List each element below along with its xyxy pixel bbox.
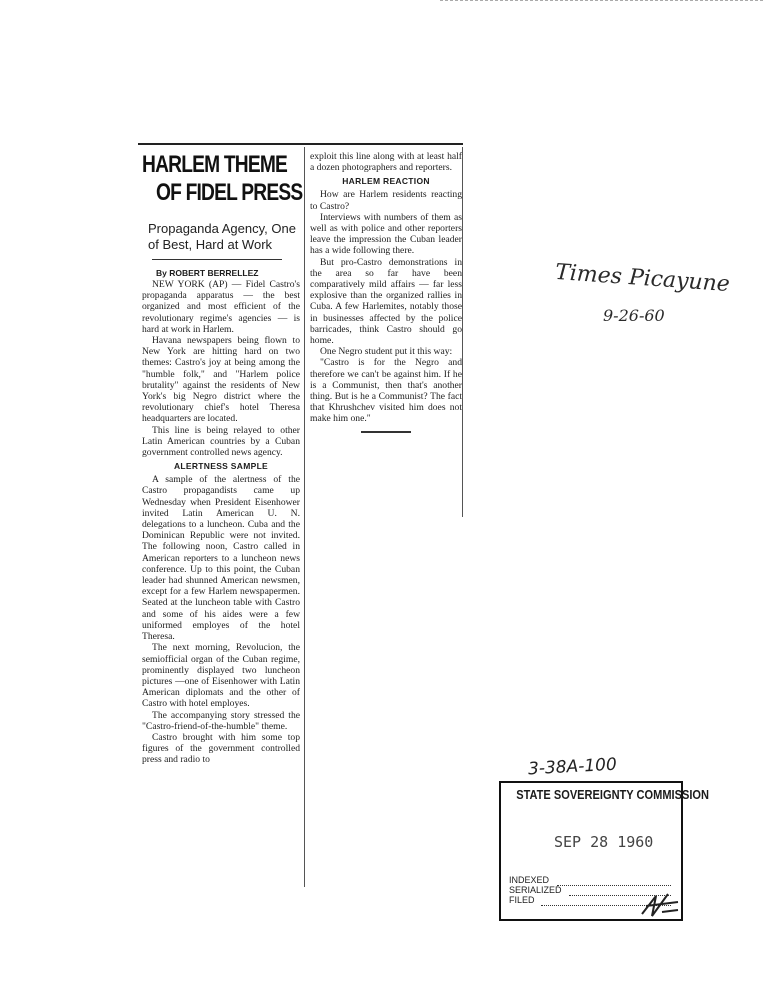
paragraph: Havana newspapers being flown to New York are hitting hard on two themes: Castro's joy at being among the "humble folk," and "Harlem police brutality" against the residents of New York's big Negro district where the revolutionary chief's hotel Theresa headquarters are located. <box>142 335 300 425</box>
subhead-harlem-reaction: HARLEM REACTION <box>342 176 430 187</box>
paragraph: A sample of the alertness of the Castro propagandists came up Wednesday when President Eisenhower invited Latin American U. N. delegations to a luncheon. Cuba and the Dominican Republic were not invited. The following noon, Castro called in American reporters to a luncheon news conference. Up to this point, the Cuban leader had shunned American newsmen, except for a few Harlem newspapermen. Seated at the luncheon table with Castro and some of his aides were a few uniformed employes of the hotel Theresa. <box>142 474 300 643</box>
paragraph: NEW YORK (AP) — Fidel Castro's propaganda apparatus — the best organized and most efficient of the revolutionary regime's agencies — is hard at work in Harlem. <box>142 279 300 335</box>
handwritten-date: 9-26-60 <box>603 306 665 325</box>
stamp-indexed-label: INDEXED <box>509 875 550 885</box>
deck-rule <box>152 259 282 260</box>
byline: By ROBERT BERRELLEZ <box>156 268 259 278</box>
stamp-indexed-line <box>557 885 671 886</box>
headline-line-1: HARLEM THEME <box>142 151 288 178</box>
scan-specks <box>440 0 763 7</box>
article-column-2 <box>310 151 462 439</box>
paragraph: One Negro student put it this way: <box>320 346 453 358</box>
initials-scribble-icon <box>638 890 682 920</box>
paragraph: How are Harlem residents reacting to Castro? <box>310 189 462 212</box>
article-column-1 <box>142 151 303 766</box>
stamp-agency-name: STATE SOVEREIGNTY COMMISSION <box>516 787 709 802</box>
handwritten-initials <box>638 890 682 926</box>
handwritten-source: Times Picayune <box>554 259 731 298</box>
handwritten-file-number: 3-38A-100 <box>527 754 618 780</box>
article-end-rule <box>361 431 411 433</box>
stamp-filed-label: FILED <box>509 895 535 905</box>
stamp-serialized-label: SERIALIZED <box>509 885 562 895</box>
column-divider <box>304 147 305 887</box>
newspaper-clipping <box>138 143 466 893</box>
subhead-alertness-sample: ALERTNESS SAMPLE <box>173 461 269 472</box>
paragraph: "Castro is for the Negro and therefore we can't be against him. If he is a Communist, then that's another thing. But is he a Communist? The fact that Khrushchev visited him does not make him one." <box>310 357 462 425</box>
headline-line-2: OF FIDEL PRESS <box>156 179 303 206</box>
handwritten-source-note <box>545 256 731 336</box>
paragraph: This line is being relayed to other Latin American countries by a Cuban government controlled news agency. <box>142 424 300 459</box>
article-deck: Propaganda Agency, One of Best, Hard at Work <box>148 221 296 252</box>
paragraph: The accompanying story stressed the "Castro-friend-of-the-humble" theme. <box>142 709 300 732</box>
stamp-date: SEP 28 1960 <box>554 833 654 851</box>
column-2-right-rule <box>462 147 463 517</box>
clipping-top-rule <box>138 143 463 145</box>
paragraph: The next morning, Revolucion, the semiofficial organ of the Cuban regime, prominently displayed two luncheon pictures —one of Eisenhower with Latin American diplomats and the other of Castro with hotel employes. <box>142 642 300 710</box>
paragraph: exploit this line along with at least half a dozen photographers and reporters. <box>310 151 462 174</box>
paragraph: But pro-Castro demonstrations in the area so far have been comparatively mild affairs — far less explosive than the organized rallies in Cuba. A few Harlemites, notably those in businesses affected by the police barricades, think Castro should go home. <box>310 256 462 347</box>
paragraph: Castro brought with him some top figures of the government controlled press and radio to <box>142 731 300 766</box>
paragraph: Interviews with numbers of them as well as with police and other reporters leave the impression the Cuban leader has a wide following there. <box>310 211 462 257</box>
